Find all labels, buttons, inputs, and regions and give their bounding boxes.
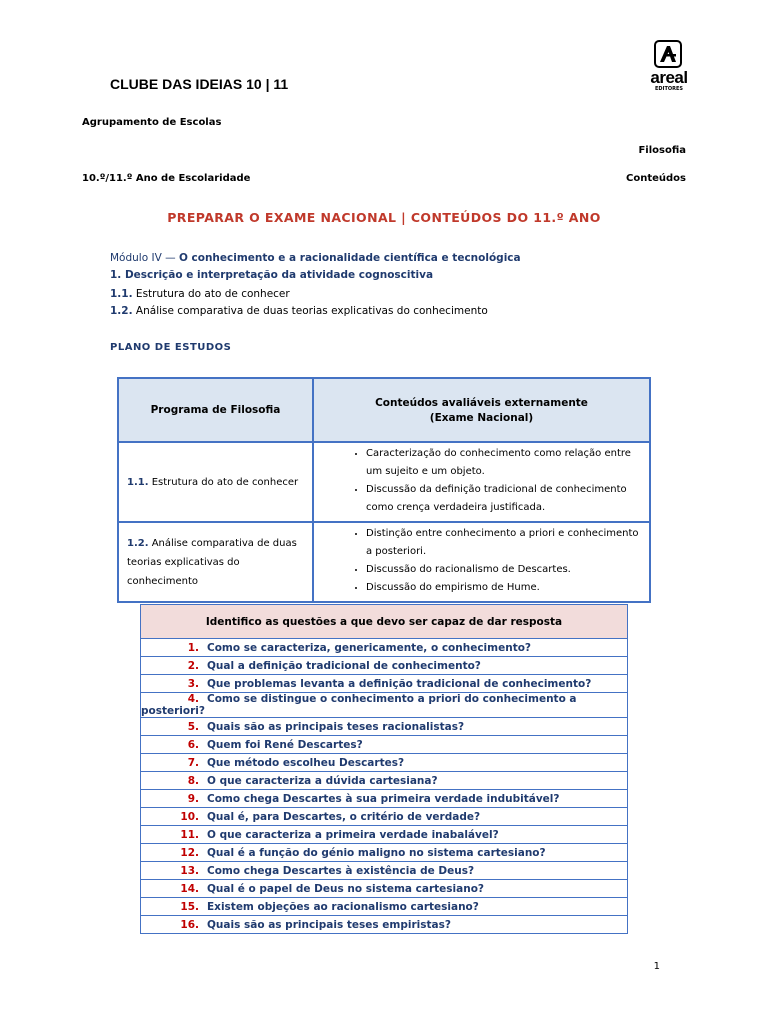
program-number: 1.1. xyxy=(127,476,149,488)
question-row xyxy=(141,657,628,675)
content-item: • Discussão do empirismo de Hume. xyxy=(366,579,643,597)
logo-mark-icon xyxy=(654,40,682,68)
question-text: Que problemas levanta a definição tradicional de conhecimento? xyxy=(207,677,592,690)
module-heading xyxy=(110,252,521,264)
question-number: 15. xyxy=(180,900,199,913)
questions-header: Identifico as questões a que devo ser capaz de dar resposta xyxy=(141,605,628,639)
question-cell xyxy=(141,754,628,772)
question-text: Qual é a função do génio maligno no sistema cartesiano? xyxy=(207,846,546,859)
question-row xyxy=(141,808,628,826)
col-header-line2: (Exame Nacional) xyxy=(429,411,534,424)
question-row xyxy=(141,790,628,808)
question-row xyxy=(141,736,628,754)
page-number: 1 xyxy=(653,961,660,972)
question-text: Como chega Descartes à sua primeira verdade indubitável? xyxy=(207,792,560,805)
contents-cell xyxy=(313,522,650,602)
question-number: 1. xyxy=(187,641,199,654)
program-cell xyxy=(118,442,313,522)
question-row xyxy=(141,898,628,916)
areal-logo xyxy=(640,40,704,94)
program-text: Estrutura do ato de conhecer xyxy=(148,476,299,488)
question-number: 8. xyxy=(187,774,199,787)
module-label: Módulo IV — xyxy=(110,252,179,264)
table-row xyxy=(118,442,650,522)
question-row xyxy=(141,844,628,862)
subject: Filosofia xyxy=(638,145,686,156)
question-cell xyxy=(141,862,628,880)
question-number: 14. xyxy=(180,882,199,895)
question-cell xyxy=(141,736,628,754)
plan-label: PLANO DE ESTUDOS xyxy=(110,342,232,353)
question-cell xyxy=(141,657,628,675)
question-row xyxy=(141,772,628,790)
question-cell xyxy=(141,826,628,844)
question-row xyxy=(141,826,628,844)
question-row xyxy=(141,718,628,736)
question-row xyxy=(141,693,628,718)
contents-cell xyxy=(313,442,650,522)
question-cell xyxy=(141,880,628,898)
school-year: 10.º/11.º Ano de Escolaridade xyxy=(82,173,251,184)
question-row xyxy=(141,916,628,934)
question-number: 5. xyxy=(187,720,199,733)
question-row xyxy=(141,862,628,880)
subsection-number: 1.1. xyxy=(110,288,133,300)
logo-text: areal xyxy=(650,68,688,87)
content-item: • Caracterização do conhecimento como relação entre um sujeito e um objeto. xyxy=(366,445,643,481)
question-number: 13. xyxy=(180,864,199,877)
question-text: Como chega Descartes à existência de Deus? xyxy=(207,864,475,877)
question-number: 7. xyxy=(187,756,199,769)
question-text: Quais são as principais teses empiristas? xyxy=(207,918,451,931)
question-number: 16. xyxy=(180,918,199,931)
col-header-contents xyxy=(313,378,650,442)
table-row xyxy=(118,522,650,602)
question-text: Como se distingue o conhecimento a priori do conhecimento a posteriori? xyxy=(141,693,577,717)
question-cell xyxy=(141,718,628,736)
question-text: Quem foi René Descartes? xyxy=(207,738,363,751)
study-plan-table xyxy=(117,377,651,603)
document-type: Conteúdos xyxy=(626,173,686,184)
module-name: O conhecimento e a racionalidade científica e tecnológica xyxy=(178,252,521,264)
question-cell xyxy=(141,844,628,862)
question-text: Qual é o papel de Deus no sistema cartesiano? xyxy=(207,882,484,895)
question-row xyxy=(141,675,628,693)
question-number: 10. xyxy=(180,810,199,823)
question-number: 3. xyxy=(187,677,199,690)
subsection-text: Análise comparativa de duas teorias explicativas do conhecimento xyxy=(132,305,488,317)
logo-subtext: EDITORES xyxy=(655,86,683,92)
question-cell xyxy=(141,916,628,934)
page-title: PREPARAR O EXAME NACIONAL | CONTEÚDOS DO 11.º ANO xyxy=(167,210,601,225)
content-item xyxy=(366,525,643,561)
program-cell xyxy=(118,522,313,602)
question-row xyxy=(141,880,628,898)
question-number: 6. xyxy=(187,738,199,751)
program-number: 1.2. xyxy=(127,537,149,549)
question-text: Qual a definição tradicional de conhecimento? xyxy=(207,659,481,672)
question-cell xyxy=(141,790,628,808)
club-title: CLUBE DAS IDEIAS 10 | 11 xyxy=(110,76,289,92)
questions-table xyxy=(140,604,628,934)
question-cell xyxy=(141,772,628,790)
question-number: 9. xyxy=(187,792,199,805)
program-text: Análise comparativa de duas teorias explicativas do conhecimento xyxy=(127,537,297,587)
col-header-line1: Conteúdos avaliáveis externamente xyxy=(375,396,588,409)
question-number: 12. xyxy=(180,846,199,859)
subsection-number: 1.2. xyxy=(110,305,133,317)
question-cell xyxy=(141,675,628,693)
question-text: Qual é, para Descartes, o critério de verdade? xyxy=(207,810,481,823)
question-text: O que caracteriza a primeira verdade inabalável? xyxy=(207,828,499,841)
question-cell xyxy=(141,898,628,916)
content-item: • Discussão do racionalismo de Descartes. xyxy=(366,561,643,579)
question-cell xyxy=(141,639,628,657)
content-item: • Discussão da definição tradicional de conhecimento como crença verdadeira justificada. xyxy=(366,481,643,517)
subsection-text: Estrutura do ato de conhecer xyxy=(132,288,290,300)
subsection-2 xyxy=(110,305,488,317)
question-text: O que caracteriza a dúvida cartesiana? xyxy=(207,774,438,787)
question-row xyxy=(141,639,628,657)
section-heading: 1. Descrição e interpretação da atividade cognoscitiva xyxy=(110,269,434,281)
question-number: 11. xyxy=(180,828,199,841)
school-name: Agrupamento de Escolas xyxy=(82,117,222,128)
col-header-program: Programa de Filosofia xyxy=(118,378,313,442)
question-number: 4. xyxy=(187,693,199,705)
question-number: 2. xyxy=(187,659,199,672)
subsection-1 xyxy=(110,288,290,300)
question-row xyxy=(141,754,628,772)
question-text: Como se caracteriza, genericamente, o conhecimento? xyxy=(207,641,532,654)
content-item-text: Distinção entre conhecimento a priori e conhecimento a posteriori. xyxy=(366,528,639,557)
question-text: Que método escolheu Descartes? xyxy=(207,756,405,769)
table-header-row xyxy=(118,378,650,442)
question-text: Existem objeções ao racionalismo cartesiano? xyxy=(207,900,479,913)
question-text: Quais são as principais teses racionalistas? xyxy=(207,720,465,733)
question-cell xyxy=(141,693,628,718)
question-cell xyxy=(141,808,628,826)
